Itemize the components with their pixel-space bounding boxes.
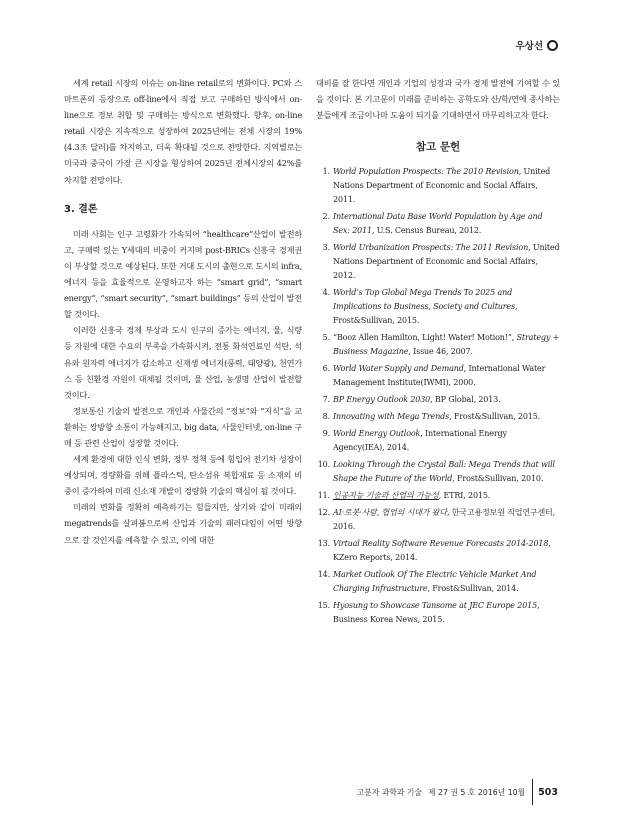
reference-item xyxy=(316,599,560,627)
section-title-conclusion: 3. 결론 xyxy=(64,203,98,215)
reference-prefix: “Booz Allen Hamilton, Light! Water! Motion!”, xyxy=(333,333,517,343)
reference-title: World Water Supply and Demand xyxy=(333,364,464,374)
reference-item xyxy=(316,427,560,455)
reference-source: , International Energy Agency(IEA), 2014. xyxy=(333,429,507,453)
reference-source: , International Water Management Institute(IWMI), 2000. xyxy=(333,364,546,388)
reference-source: , Issue 46, 2007. xyxy=(408,347,473,357)
reference-title: Market Outlook Of The Electric Vehicle Market And Charging Infrastructure xyxy=(333,570,537,594)
reference-source: , U.S. Census Bureau, 2012. xyxy=(371,226,482,236)
reference-number: 13. xyxy=(317,539,330,549)
reference-number: 12. xyxy=(317,508,330,518)
reference-source: , 한국고용정보원 직업연구센터, 2016. xyxy=(333,508,556,532)
reference-number: 11. xyxy=(317,491,330,501)
reference-number: 4. xyxy=(322,288,330,298)
reference-title: BP Energy Outlook 2030 xyxy=(333,395,431,405)
conclusion-paragraph: 미래의 변화를 정확히 예측하기는 힘들지만, 상기와 같이 미래의 megatrends를 살펴봄으로써 산업과 기술의 패러다임이 어떤 방향으로 갈 것인지를 예측할 수 있고, 이에 대한 xyxy=(64,502,302,545)
page-number: 503 xyxy=(538,786,558,798)
author-name: 우상선 xyxy=(515,41,543,52)
reference-number: 7. xyxy=(322,395,330,405)
reference-item xyxy=(316,241,560,283)
reference-number: 6. xyxy=(322,364,330,374)
reference-number: 1. xyxy=(322,167,330,177)
reference-source: , KZero Reports, 2014. xyxy=(333,539,551,563)
journal-name: 고분자 과학과 기술 xyxy=(356,787,422,797)
continuation-paragraph: 대비를 잘 한다면 개인과 기업의 성장과 국가 경제 발전에 기여할 수 있을 것이다. 본 기고문이 미래를 준비하는 공학도와 산/학/연에 종사하는 분들에게 조금이나마 도움이 되기를 기대하면서 마무리하고자 한다. xyxy=(316,78,560,121)
running-header-author xyxy=(515,38,558,52)
reference-source: , ETRI, 2015. xyxy=(438,491,491,501)
reference-item xyxy=(316,458,560,486)
reference-title: Strategy + Business Magazine xyxy=(333,333,560,357)
reference-source: , United Nations Department of Economic and Social Affairs, 2011. xyxy=(333,167,551,205)
conclusion-paragraph: 세계 환경에 대한 인식 변화, 정부 정책 등에 힘입어 전기차 성장이 예상되며, 경량화를 위해 플라스틱, 탄소섬유 복합재료 등 소재의 비중이 증가하여 미래 신소재 개발이 경량화 기술의 핵심이 될 것이다. xyxy=(64,454,302,497)
reference-item xyxy=(316,362,560,390)
reference-item xyxy=(316,165,560,207)
reference-number: 14. xyxy=(317,570,330,580)
references-list xyxy=(316,165,560,627)
reference-title: Innovating with Mega Trends xyxy=(333,412,450,422)
reference-title: International Data Base World Population by Age and Sex: 2011 xyxy=(333,212,543,236)
reference-title: World Energy Outlook xyxy=(333,429,421,439)
reference-item xyxy=(316,506,560,534)
reference-title: Looking Through the Crystal Ball: Mega Trends that will Shape the Future of the World xyxy=(333,460,555,484)
conclusion-paragraph: 미래 사회는 인구 고령화가 가속되어 “healthcare”산업이 발전하고, 구매력 있는 Y세대의 비중이 커지며 post-BRICs 신흥국 경제권이 부상할 것으로 예상된다. 또한 거대 도시의 출현으로 도시의 infra, 에너지 등을 효율적으로 운영하고자 하는 “smart grid”, “smart energy”, “smart security”, “smart buildings” 등의 산업이 발전할 것이다. xyxy=(64,228,302,320)
reference-item xyxy=(316,331,560,359)
reference-title: World Urbanization Prospects: The 2011 Revision xyxy=(333,243,529,253)
reference-item xyxy=(316,410,560,424)
reference-title: Virtual Reality Software Revenue Forecasts 2014-2018 xyxy=(333,539,549,549)
reference-item xyxy=(316,489,560,503)
reference-title: World Population Prospects: The 2010 Revision xyxy=(333,167,519,177)
circle-bullet-icon xyxy=(547,40,558,51)
issue-info: 제 27 권 5 호 2016년 10월 xyxy=(427,787,526,797)
right-column xyxy=(316,75,560,630)
reference-number: 9. xyxy=(322,429,330,439)
reference-source: , Frost&Sullivan, 2010. xyxy=(452,474,544,484)
reference-number: 3. xyxy=(322,243,330,253)
left-column xyxy=(64,75,302,548)
page-footer xyxy=(357,779,558,805)
reference-source: , Frost&Sullivan, 2014. xyxy=(427,584,519,594)
reference-source: , Frost&Sullivan, 2015. xyxy=(333,302,518,326)
reference-item xyxy=(316,537,560,565)
reference-number: 10. xyxy=(317,460,330,470)
reference-title: AI·로봇·사람, 협업의 시대가 왔다 xyxy=(333,508,447,518)
conclusion-paragraph: 정보통신 기술의 발전으로 개인과 사물간의 “정보”와 “지식”을 교환하는 쌍방향 소통이 가능해지고, big data, 사물인터넷, on-line 구매 등 관련 산업이 성장할 것이다. xyxy=(64,405,302,448)
footer-divider xyxy=(532,779,533,805)
reference-number: 8. xyxy=(322,412,330,422)
reference-title: Hyosung to Showcase Tansome at JEC Europe 2015 xyxy=(333,601,538,611)
reference-number: 5. xyxy=(322,333,330,343)
conclusion-paragraph: 이러한 신흥국 경제 부상과 도시 인구의 증가는 에너지, 물, 식량 등 자원에 대한 수요의 부족을 가속화시켜, 전통 화석연료인 석탄, 석유와 원자력 에너지가 감소하고 신재생 에너지(풍력, 태양광), 천연가스 등 친환경 자원이 대체될 것이며, 물 산업, 농생명 산업이 발전할 것이다. xyxy=(64,325,302,400)
reference-source: , BP Global, 2013. xyxy=(430,395,501,405)
reference-source: , United Nations Department of Economic and Social Affairs, 2012. xyxy=(333,243,560,281)
references-title: 참고 문헌 xyxy=(415,141,461,154)
reference-title: 인공지능 기술과 산업의 가능성 xyxy=(333,491,439,501)
reference-source: , Business Korea News, 2015. xyxy=(333,601,540,625)
reference-item xyxy=(316,210,560,238)
intro-paragraph: 세계 retail 시장의 이슈는 on-line retail로의 변화이다. PC와 스마트폰의 등장으로 off-line에서 직접 보고 구매하던 방식에서 on-line으로 정보 취합 및 구매하는 방식으로 변화했다. 향후, on-line retail 시장은 지속적으로 성장하여 2025년에는 전체 시장의 19%(4.3조 달러)를 차지하고, 더욱 확대될 것으로 전망한다. 지역별로는 미국과 중국이 가장 큰 시장을 형성하여 2025년 전체시장의 42%를 차지할 전망이다. xyxy=(64,78,302,185)
reference-item xyxy=(316,393,560,407)
reference-source: , Frost&Sullivan, 2015. xyxy=(449,412,541,422)
reference-item xyxy=(316,568,560,596)
reference-number: 15. xyxy=(317,601,330,611)
reference-title: World’s Top Global Mega Trends To 2025 and Implications to Business, Society and Cultures xyxy=(333,288,515,312)
reference-number: 2. xyxy=(322,212,330,222)
reference-item xyxy=(316,286,560,328)
